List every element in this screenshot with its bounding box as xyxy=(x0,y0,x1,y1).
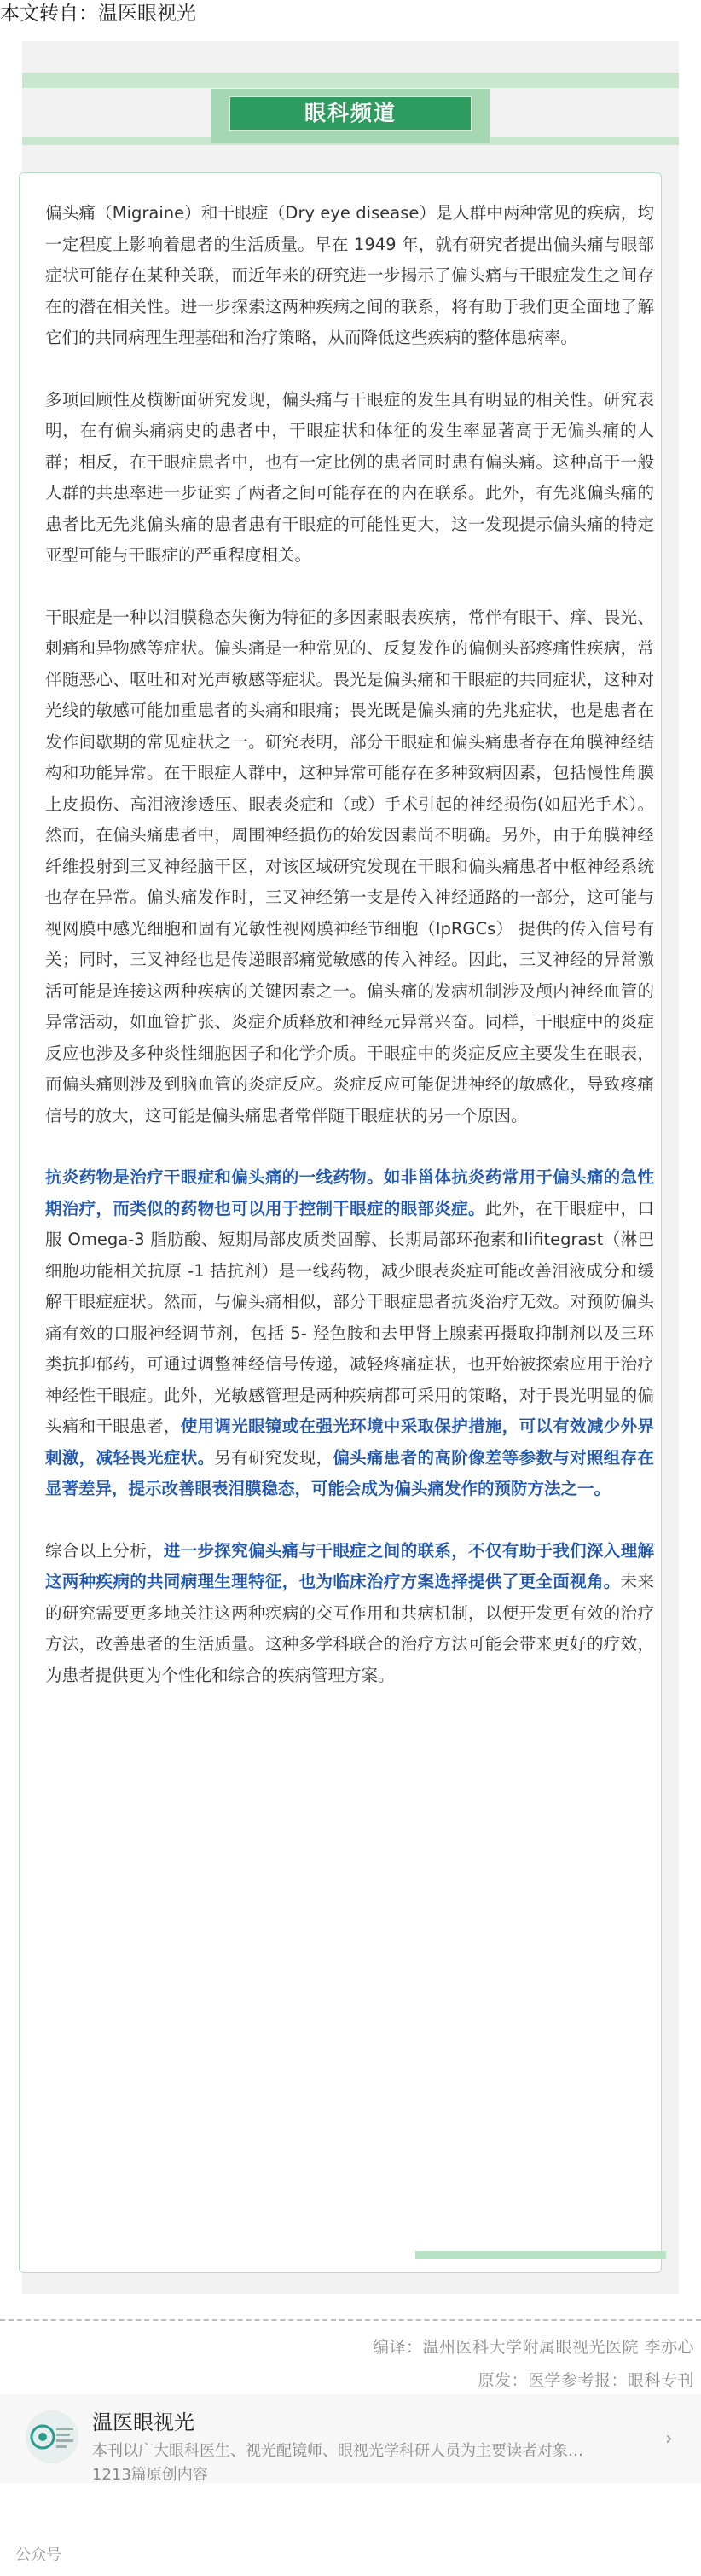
body-text-segment: 此外，在干眼症中，口服 Omega-3 脂肪酸、短期局部皮质类固醇、长期局部环孢素和lifitegrast（淋巴细胞功能相关抗原 -1 拮抗剂）是一线药物，减少眼表炎症可能改善泪液成分和缓解干眼症症状。然而，与偏头痛相似，部分干眼症患者抗炎治疗无效。对预防偏头痛有效的口服神经调节剂，包括 5- 羟色胺和去甲肾上腺素再摄取抑制剂以及三环类抗抑郁药，可通过调整神经信号传递，减轻疼痛症状，也开始被探索应用于治疗神经性干眼症。此外，光敏感管理是两种疾病都可采用的策略，对于畏光明显的偏头痛和干眼患者， xyxy=(45,1198,654,1436)
source-credit: 原发：医学参考报：眼科专刊 xyxy=(478,2371,694,2390)
account-avatar[interactable] xyxy=(26,2410,78,2463)
platform-label: 公众号 xyxy=(15,2546,61,2564)
article-paragraph xyxy=(45,1536,654,1692)
header-band-top xyxy=(22,73,679,88)
account-card[interactable] xyxy=(0,2394,701,2483)
article-body xyxy=(45,198,654,1722)
highlight-text: 抗炎药物是治疗干眼症和偏头痛的一线药物。如非甾体抗炎药常用于偏头痛的急性期治疗，而类似的药物也可以用于控制干眼症的眼部炎症。 xyxy=(45,1167,654,1218)
article-paragraph xyxy=(45,602,654,1132)
editor-credit: 编译：温州医科大学附属眼视光医院 李亦心 xyxy=(372,2338,694,2357)
body-text-segment: 干眼症是一种以泪膜稳态失衡为特征的多因素眼表疾病，常伴有眼干、痒、畏光、刺痛和异物感等症状。偏头痛是一种常见的、反复发作的偏侧头部疼痛性疾病，常伴随恶心、呕吐和对光声敏感等症状。畏光是偏头痛和干眼症的共同症状，这种对光线的敏感可能加重患者的头痛和眼痛；畏光既是偏头痛的先兆症状，也是患者在发作间歇期的常见症状之一。研究表明，部分干眼症和偏头痛患者存在角膜神经结构和功能异常。在干眼症人群中，这种异常可能存在多种致病因素，包括慢性角膜上皮损伤、高泪液渗透压、眼表炎症和（或）手术引起的神经损伤(如屈光手术）。然而，在偏头痛患者中，周围神经损伤的始发因素尚不明确。另外，由于角膜神经纤维投射到三叉神经脑干区，对该区域研究发现在干眼和偏头痛患者中枢神经系统也存在异常。偏头痛发作时，三叉神经第一支是传入神经通路的一部分，这可能与视网膜中感光细胞和固有光敏性视网膜神经节细胞（IpRGCs） 提供的传入信号有关；同时，三叉神经也是传递眼部痛觉敏感的传入神经。因此，三叉神经的异常激活可能是连接这两种疾病的关键因素之一。偏头痛的发病机制涉及颅内神经血管的异常活动，如血管扩张、炎症介质释放和神经元异常兴奋。同样，干眼症中的炎症反应也涉及多种炎性细胞因子和化学介质。干眼症中的炎症反应主要发生在眼表，而偏头痛则涉及到脑血管的炎症反应。炎症反应可能促进神经的敏感化，导致疼痛信号的放大，这可能是偏头痛患者常伴随干眼症状的另一个原因。 xyxy=(45,607,654,1125)
body-text-segment: 综合以上分析， xyxy=(45,1540,164,1561)
repost-source-label: 本文转自：温医眼视光 xyxy=(0,3,196,25)
section-title: 眼科频道 xyxy=(304,101,397,125)
article-paragraph xyxy=(45,198,654,354)
chevron-right-icon[interactable]: › xyxy=(665,2428,673,2450)
account-article-count: 1213篇原创内容 xyxy=(92,2466,208,2484)
body-text-segment: 偏头痛（Migraine）和干眼症（Dry eye disease）是人群中两种常见的疾病，均一定程度上影响着患者的生活质量。早在 1949 年，就有研究者提出偏头痛与眼部症状可能存在某种关联，而近年来的研究进一步揭示了偏头痛与干眼症发生之间存在的潜在相关性。进一步探索这两种疾病之间的联系，将有助于我们更全面地了解它们的共同病理生理基础和治疗策略，从而降低这些疾病的整体患病率。 xyxy=(45,203,654,347)
highlight-text: 使用调光眼镜或在强光环境中采取保护措施，可以有效减少外界刺激，减轻畏光症状。 xyxy=(45,1416,654,1468)
end-decoration-bar xyxy=(415,2251,666,2259)
body-text-segment: 另有研究发现， xyxy=(214,1447,333,1468)
article-paragraph xyxy=(45,385,654,572)
body-text-segment: 未来的研究需要更多地关注这两种疾病的交互作用和共病机制，以便开发更有效的治疗方法，改善患者的生活质量。这种多学科联合的治疗方法可能会带来更好的疗效，为患者提供更为个性化和综合的疾病管理方案。 xyxy=(45,1572,654,1685)
account-logo-icon xyxy=(26,2410,78,2463)
account-name: 温医眼视光 xyxy=(92,2410,194,2434)
body-text-segment: 多项回顾性及横断面研究发现，偏头痛与干眼症的发生具有明显的相关性。研究表明，在有偏头痛病史的患者中，干眼症状和体征的发生率显著高于无偏头痛的人群；相反，在干眼症患者中，也有一定比例的患者同时患有偏头痛。这种高于一般人群的共患率进一步证实了两者之间可能存在的内在联系。此外，有先兆偏头痛的患者比无先兆偏头痛的患者患有干眼症的可能性更大，这一发现提示偏头痛的特定亚型可能与干眼症的严重程度相关。 xyxy=(45,389,654,565)
section-divider xyxy=(0,2319,701,2321)
article-paragraph xyxy=(45,1162,654,1505)
highlight-text: 偏头痛患者的高阶像差等参数与对照组存在显著差异，提示改善眼表泪膜稳态，可能会成为偏头痛发作的预防方法之一。 xyxy=(45,1447,654,1498)
highlight-text: 进一步探究偏头痛与干眼症之间的联系，不仅有助于我们深入理解这两种疾病的共同病理生理特征，也为临床治疗方案选择提供了更全面视角。 xyxy=(45,1540,654,1591)
account-description: 本刊以广大眼科医生、视光配镜师、眼视光学科研人员为主要读者对象… xyxy=(92,2442,583,2460)
